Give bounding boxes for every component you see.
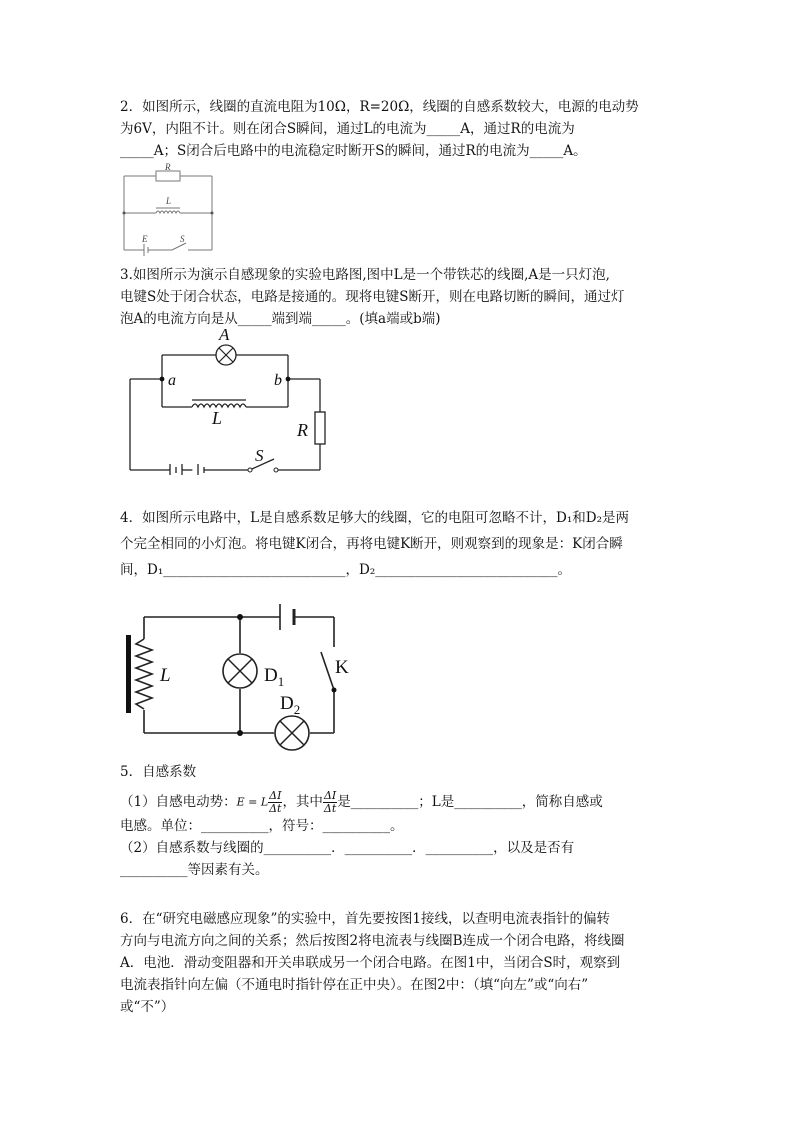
q4-circuit-figure bbox=[122, 597, 352, 759]
q5-part-2-line-1: （2）自感系数与线圈的__________．__________．__________，以及是否有 bbox=[120, 840, 575, 856]
q5-part-2-line-2: __________等因素有关。 bbox=[120, 862, 269, 878]
q2-line-1: 2．如图所示，线圈的直流电阻为10Ω，R=20Ω，线圈的自感系数较大，电源的电动势 bbox=[120, 99, 639, 115]
q5-part-1 bbox=[120, 790, 680, 881]
q5-rate-fraction: $\frac{\Delta I}{\Delta t}$ bbox=[323, 789, 337, 815]
q2-label-L: L bbox=[166, 196, 172, 206]
q3-label-S: S bbox=[255, 446, 264, 465]
q3-label-a: a bbox=[168, 372, 176, 389]
q6-line-5: 或“不”） bbox=[120, 999, 175, 1015]
q2-label-E: E bbox=[142, 234, 148, 244]
q6-line-3: A．电池．滑动变阻器和开关串联成另一个闭合电路。在图1中，当闭合S时，观察到 bbox=[120, 955, 621, 971]
q2-label-R: R bbox=[165, 162, 171, 172]
q5-eq-lhs: E = L bbox=[236, 795, 269, 809]
q4-line-3 bbox=[120, 557, 680, 583]
question-3 bbox=[120, 264, 680, 330]
question-5 bbox=[120, 761, 680, 783]
q4-label-D1: $D_1$ bbox=[264, 665, 285, 689]
q3-line-1: 3.如图所示为演示自感现象的实验电路图,图中L是一个带铁芯的线圈,A是一只灯泡, bbox=[120, 267, 610, 283]
q2-line-3: _____A；S闭合后电路中的电流稳定时断开S的瞬间，通过R的电流为_____A。 bbox=[120, 143, 587, 159]
q5-eq-fraction: $\frac{\Delta I}{\Delta t}$ bbox=[269, 789, 282, 815]
q5-part-1-line-2: 电感。单位：__________，符号：__________。 bbox=[120, 818, 404, 834]
q3-circuit-diagram bbox=[126, 325, 336, 475]
q5-eq-mid: ，其中 bbox=[282, 794, 323, 810]
q4-line-2: 个完全相同的小灯泡。将电键K闭合，再将电键K断开，则观察到的现象是：K闭合瞬 bbox=[120, 536, 623, 552]
q6-line-2: 方向与电流方向之间的关系；然后按图2将电流表与线圈B连成一个闭合电路，将线圈 bbox=[120, 933, 625, 949]
q5-emf-label: （1）自感电动势： bbox=[120, 794, 237, 810]
q2-circuit-diagram bbox=[118, 160, 218, 256]
q4-label-L: L bbox=[160, 665, 171, 686]
q4-label-K: K bbox=[335, 657, 349, 678]
q2-label-S: S bbox=[180, 234, 185, 244]
q3-label-R: R bbox=[297, 420, 308, 440]
q2-line-2: 为6V，内阻不计。则在闭合S瞬间，通过L的电流为_____A，通过R的电流为 bbox=[120, 121, 575, 137]
q5-eq-post: 是__________；L是__________，简称自感或 bbox=[337, 794, 603, 810]
q5-part-1-line-1 bbox=[120, 790, 680, 815]
q4-d1-blank: ___________________________，D₂ bbox=[163, 562, 376, 578]
q6-line-1: 6．在“研究电磁感应现象”的实验中，首先要按图1接线，以查明电流表指针的偏转 bbox=[120, 911, 610, 927]
q5-title: 5．自感系数 bbox=[120, 764, 197, 780]
q3-line-3: 泡A的电流方向是从_____端到端_____。(填a端或b端) bbox=[120, 311, 441, 327]
q3-line-2: 电键S处于闭合状态，电路是接通的。现将电键S断开，则在电路切断的瞬间，通过灯 bbox=[120, 289, 625, 305]
q4-d2-blank: ___________________________。 bbox=[375, 562, 571, 578]
q3-circuit-figure bbox=[126, 325, 336, 479]
q4-line-1: 4．如图所示电路中，L是自感系数足够大的线圈，它的电阻可忽略不计，D₁和D₂是两 bbox=[120, 510, 630, 526]
question-6 bbox=[120, 908, 680, 1018]
q3-label-A: A bbox=[219, 325, 230, 344]
question-2 bbox=[120, 96, 680, 162]
question-4 bbox=[120, 505, 680, 583]
q4-line-3-start: 间，D₁ bbox=[120, 562, 164, 578]
q3-label-L: L bbox=[212, 408, 223, 428]
q4-label-D2: $D_2$ bbox=[280, 693, 301, 717]
q6-line-4: 电流表指针向左偏（不通电时指针停在正中央）。在图2中：（填“向左”或“向右” bbox=[120, 977, 589, 993]
q2-circuit-figure bbox=[118, 160, 218, 260]
q3-label-b: b bbox=[274, 372, 282, 389]
q4-circuit-diagram bbox=[122, 597, 352, 755]
